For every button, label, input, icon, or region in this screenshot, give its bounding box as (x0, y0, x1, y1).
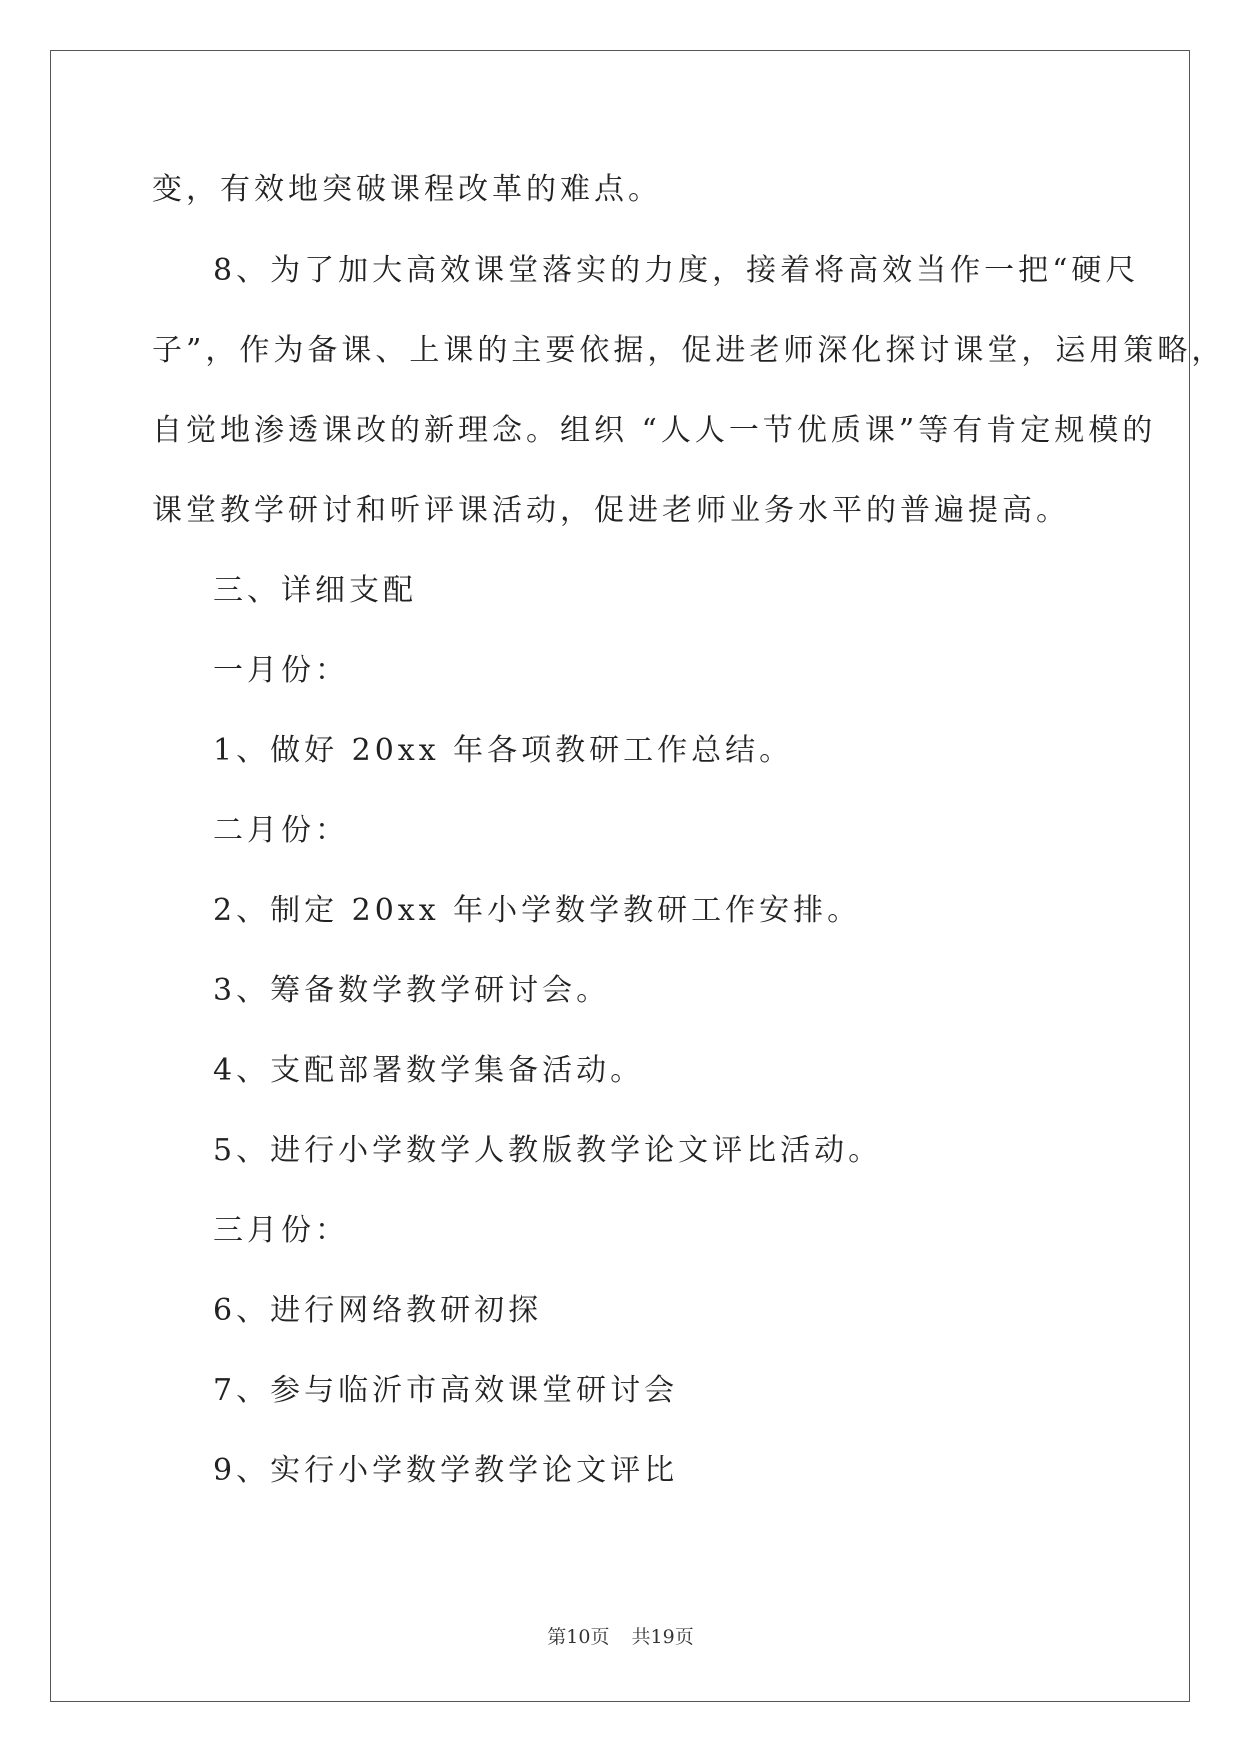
section-heading: 三、详细支配 (213, 573, 417, 608)
body-text-line: 变，有效地突破课程改革的难点。 (152, 172, 662, 207)
list-item: 3、筹备数学教学研讨会。 (213, 973, 611, 1008)
body-text-line: 自觉地渗透课改的新理念。组织 “人人一节优质课”等有肯定规模的 (152, 413, 1157, 448)
page-number-current: 第10页 (547, 1626, 610, 1648)
body-text-line: 子”，作为备课、上课的主要依据，促进老师深化探讨课堂，运用策略， (152, 333, 1226, 368)
list-item: 9、实行小学数学教学论文评比 (213, 1453, 679, 1488)
paragraph-item-8: 8、为了加大高效课堂落实的力度，接着将高效当作一把“硬尺 (213, 253, 1140, 288)
page-number-total: 共19页 (631, 1626, 694, 1648)
month-heading-january: 一月份： (213, 653, 349, 688)
page-footer (0, 1622, 1241, 1649)
list-item: 6、进行网络教研初探 (213, 1293, 543, 1328)
month-heading-february: 二月份： (213, 813, 349, 848)
month-heading-march: 三月份： (213, 1213, 349, 1248)
body-text-line: 课堂教学研讨和听评课活动，促进老师业务水平的普遍提高。 (152, 493, 1070, 528)
list-item: 2、制定 20xx 年小学数学教研工作安排。 (213, 893, 862, 928)
list-item: 4、支配部署数学集备活动。 (213, 1053, 645, 1088)
list-item: 7、参与临沂市高效课堂研讨会 (213, 1373, 679, 1408)
list-item: 5、进行小学数学人教版教学论文评比活动。 (213, 1133, 883, 1168)
list-item: 1、做好 20xx 年各项教研工作总结。 (213, 733, 794, 768)
